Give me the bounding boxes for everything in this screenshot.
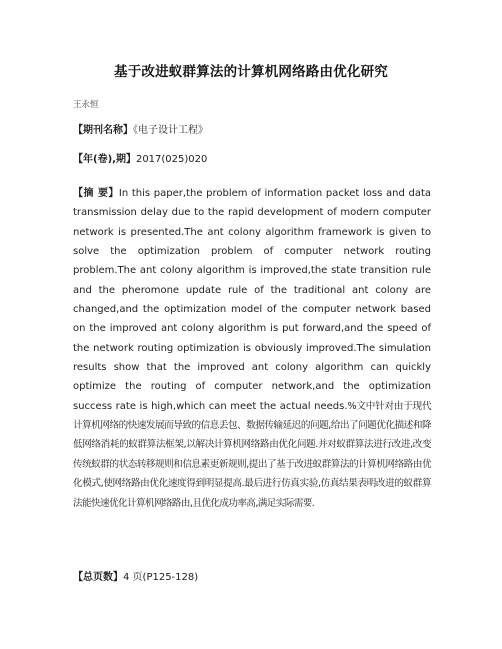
- abstract-label: 【摘 要】: [73, 188, 119, 199]
- issue-label: 【年(卷),期】: [73, 154, 136, 165]
- journal-value: 《电子设计工程》: [133, 125, 208, 136]
- issue-field: [73, 153, 207, 167]
- journal-field: [73, 124, 208, 138]
- abstract-text-english: In this paper,the problem of information packet loss and data transmission delay due to the rapid development of modern computer network is presented.The ant colony algorithm framework is given to solve the optimization problem of computer network routing problem.The ant colony algorithm is improved,the state transition rule and the pheromone update rule of the traditional ant colony are changed,and the optimization model of the computer network based on the improved ant colony algorithm is put forward,and the speed of the network routing optimization is obviously improved.The simulation results show that the improved ant colony algorithm can quickly optimize the routing of computer network,and the optimization success rate is high,which can meet the actual needs.: [73, 188, 431, 412]
- page-count-value: 4 页(P125-128): [123, 572, 199, 583]
- abstract-block: [73, 184, 431, 513]
- issue-value: 2017(025)020: [135, 154, 208, 165]
- document-title: 基于改进蚁群算法的计算机网络路由优化研究: [114, 64, 388, 80]
- journal-label: 【期刊名称】: [73, 125, 133, 136]
- page-count-label: 【总页数】: [73, 572, 123, 583]
- author-name: 王永恒: [73, 100, 99, 110]
- abstract-text-chinese: %文中针对由于现代计算机网络的快速发展而导致的信息丢包、数据传输延迟的问题,给出了问题优化描述和降低网络消耗的蚁群算法框架,以解决计算机网络路由优化问题.并对蚁群算法进行改进,改变传统蚁群的状态转移规则和信息素更新规则,提出了基于改进蚁群算法的计算机网络路由优化模式,使网络路由优化速度得到明显提高.最后进行仿真实验,仿真结果表明改进的蚁群算法能快速优化计算机网络路由,且优化成功率高,满足实际需要.: [73, 400, 431, 509]
- page-count-field: [73, 571, 198, 585]
